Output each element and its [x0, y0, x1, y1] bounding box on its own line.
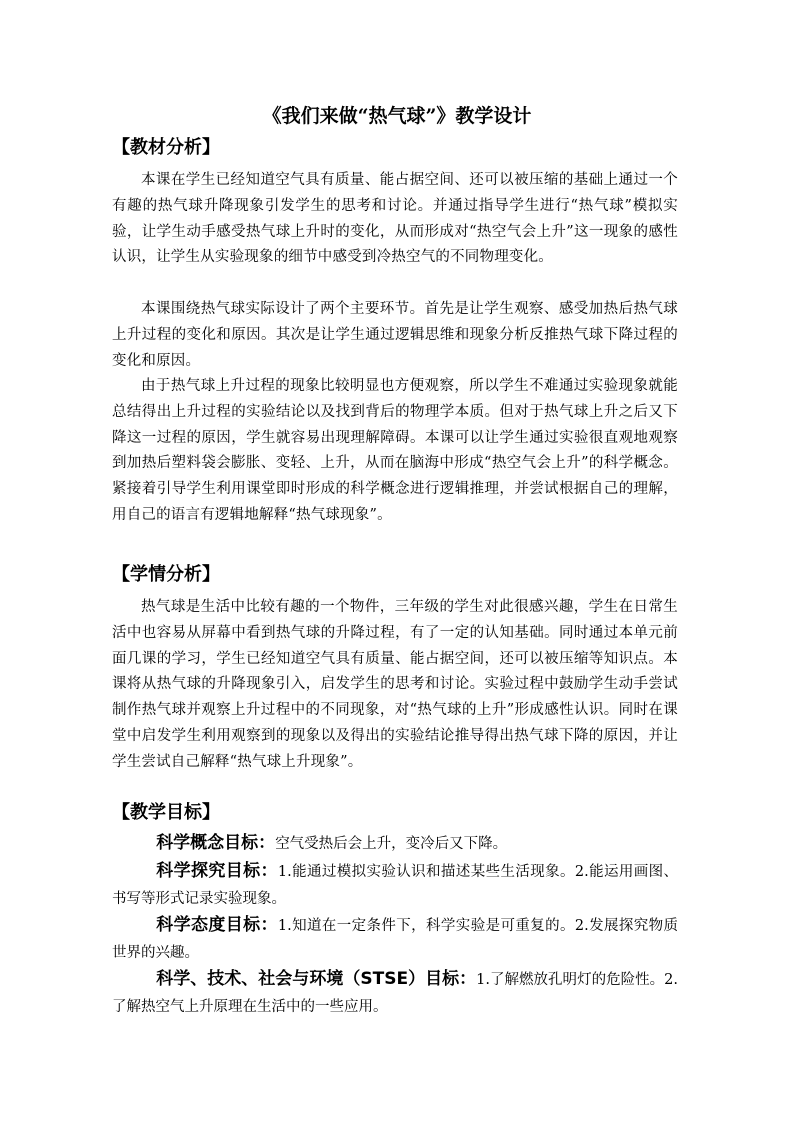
goal-text: 1.能通过模拟实验认识和描述某些生活现象。2.能运用画图、书写等形式记录实验现象。: [112, 864, 679, 907]
goal-item-inquiry: [112, 858, 678, 913]
paragraph-learner-1: 热气球是生活中比较有趣的一个物件，三年级的学生对此很感兴趣，学生在日常生活中也容易从屏幕中看到热气球的升降过程，有了一定的认知基础。同时通过本单元前面几课的学习，学生已经知道空气具有质量、能占据空间，还可以被压缩等知识点。本课将从热气球的升降现象引入，启发学生的思考和讨论。实验过程中鼓励学生动手尝试制作热气球并观察上升过程中的不同现象，对“热气球的上升”形成感性认识。同时在课堂中启发学生利用观察到的现象以及得出的实验结论推导得出热气球下降的原因，并让学生尝试自己解释“热气球上升现象”。: [112, 599, 678, 770]
paragraph-material-2: 本课围绕热气球实际设计了两个主要环节。首先是让学生观察、感受加热后热气球上升过程的变化和原因。其次是让学生通过逻辑思维和现象分析反推热气球下降过程的变化和原因。: [112, 301, 678, 369]
goal-label: 科学、技术、社会与环境（STSE）目标：: [156, 969, 477, 989]
goal-item-stse: [112, 966, 678, 1021]
goal-label: 科学探究目标：: [156, 861, 278, 881]
goal-text: 1.知道在一定条件下，科学实验是可重复的。2.发展探究物质世界的兴趣。: [112, 918, 679, 961]
document-title: 《我们来做“热气球”》教学设计: [262, 105, 532, 127]
goal-label: 科学态度目标：: [156, 915, 278, 935]
paragraph-material-3: 由于热气球上升过程的现象比较明显也方便观察，所以学生不难通过实验现象就能总结得出上升过程的实验结论以及找到背后的物理学本质。但对于热气球上升之后又下降这一过程的原因，学生就容易出现理解障碍。本课可以让学生通过实验很直观地观察到加热后塑料袋会膨胀、变轻、上升，从而在脑海中形成“热空气会上升”的科学概念。紧接着引导学生利用课堂即时形成的科学概念进行逻辑推理，并尝试根据自己的理解，用自己的语言有逻辑地解释“热气球现象”。: [112, 378, 678, 523]
goal-item-attitude: [112, 912, 678, 967]
goal-item-concept: [112, 830, 678, 858]
section-heading-material: 【教材分析】: [112, 137, 220, 158]
goal-text: 空气受热后会上升，变冷后又下降。: [275, 836, 508, 852]
goal-label: 科学概念目标：: [156, 833, 276, 853]
goal-text: 1.了解燃放孔明灯的危险性。2.了解热空气上升原理在生活中的一些应用。: [112, 972, 678, 1015]
paragraph-material-1: 本课在学生已经知道空气具有质量、能占据空间、还可以被压缩的基础上通过一个有趣的热气球升降现象引发学生的思考和讨论。并通过指导学生进行“热气球”模拟实验，让学生动手感受热气球上升时的变化，从而形成对“热空气会上升”这一现象的感性认识，让学生从实验现象的细节中感受到冷热空气的不同物理变化。: [112, 172, 678, 266]
section-heading-learner: 【学情分析】: [112, 564, 220, 585]
section-heading-goals: 【教学目标】: [112, 802, 220, 823]
